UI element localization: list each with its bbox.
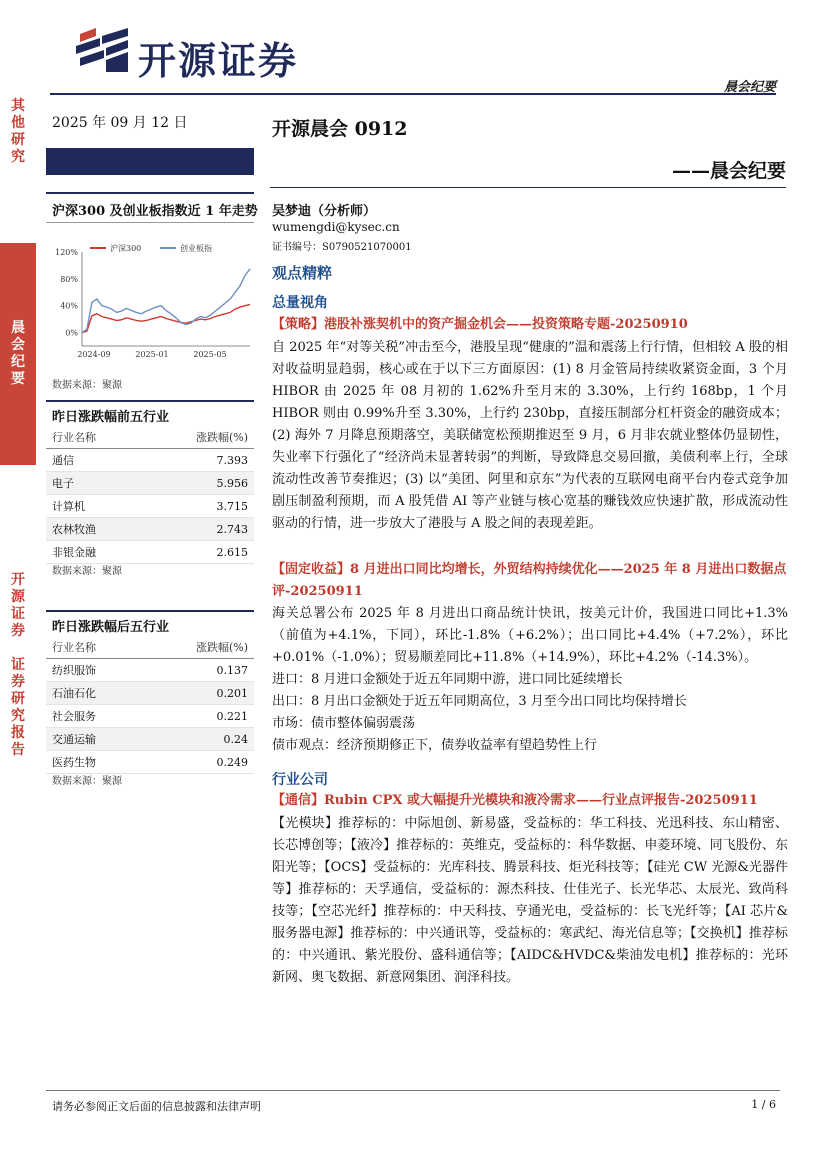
author-cert: 证书编号：S0790521070001	[272, 242, 412, 253]
side-tab-char: 晨	[11, 320, 25, 336]
footer-divider	[46, 1090, 780, 1091]
table-cell: 7.393	[143, 449, 254, 472]
table-cell: 交通运输	[46, 728, 143, 751]
fixed-income-line: 进口：8 月进口金额处于近五年同期中游，进口同比延续增长	[272, 672, 623, 687]
table-cell: 电子	[46, 472, 143, 495]
fixed-income-line: 市场：债市整体偏弱震荡	[272, 716, 416, 731]
top5-rule	[46, 400, 254, 402]
bottom5-table	[46, 636, 254, 774]
side-tab-char: 究	[11, 149, 25, 165]
table-cell: 农林牧渔	[46, 518, 143, 541]
brand-logo-text: 开源证券	[138, 39, 299, 83]
table-cell: 计算机	[46, 495, 143, 518]
legend-label: 沪深300	[110, 244, 142, 253]
fixed-income-line: 债市观点：经济预期修正下，债券收益率有望趋势性上行	[272, 738, 598, 753]
col-change: 涨跌幅(%)	[143, 636, 254, 659]
bottom5-rule	[46, 610, 254, 612]
table-cell: 0.137	[143, 659, 254, 682]
x-tick-label: 2025-01	[135, 350, 169, 359]
top5-table	[46, 426, 254, 564]
table-cell: 0.221	[143, 705, 254, 728]
table-cell: 0.249	[143, 751, 254, 774]
table-cell: 0.201	[143, 682, 254, 705]
author-name: 吴梦迪（分析师）	[272, 204, 377, 219]
x-tick-label: 2024-09	[77, 350, 111, 359]
logo-mark-icon	[76, 28, 130, 72]
y-tick-label: 80%	[60, 274, 78, 284]
side-tab-char: 他	[11, 115, 25, 131]
table-cell: 纺织服饰	[46, 659, 143, 682]
table-cell: 非银金融	[46, 541, 143, 564]
side-tab-char	[0, 640, 36, 657]
side-tab-char: 券	[11, 674, 25, 690]
side-tab-char: 纪	[11, 354, 25, 370]
fixed-income-line: 出口：8 月出口金额处于近五年同期高位，3 月至今出口同比均保持增长	[272, 694, 687, 709]
chart-title-underline	[46, 222, 254, 223]
side-tab-char: 要	[11, 371, 25, 387]
page-title: 开源晨会 0912	[272, 118, 408, 140]
bottom5-title: 昨日涨跌幅后五行业	[52, 620, 170, 635]
side-tab-char: 告	[11, 742, 25, 758]
table-cell: 社会服务	[46, 705, 143, 728]
macro-heading: 总量视角	[272, 295, 328, 311]
y-tick-label: 120%	[55, 248, 78, 257]
side-tab-research-report[interactable]	[0, 572, 36, 802]
side-tab-other-research[interactable]	[0, 98, 36, 218]
series-line	[82, 269, 250, 333]
side-tab-char: 证	[11, 606, 25, 622]
side-tab-char: 究	[11, 708, 25, 724]
table-cell: 5.956	[143, 472, 254, 495]
date-bar	[46, 148, 254, 175]
strategy-paragraph: 自 2025 年“对等关税”冲击至今，港股呈现“健康的”温和震荡上行行情，但相较 A 股的相对收益明显趋弱，核心或在于以下三方面原因：(1) 8 月金管局持续收紧资金面，3 个月 HIBOR 由 2025 年 08 月初的 1.62%升至月末的 3.30%，上行约 168bp，1 个月 HIBOR 则由 0.99%升至 3.30%，上行约 230bp，直接压制部分杠杆资金的融资成本；(2) 海外 7 月降息预期落空，美联储宽松预期推迟至 9 月，6 月非农就业整体仍显韧性，失业率下行强化了“经济尚未显著转弱”的判断，导致降息交易回撤，美债利率上行，全球流动性改善节奏推迟；(3) 以“美团、阿里和京东”为代表的互联网电商平台内卷式竞争加剧压制盈利预期，而 A 股凭借 AI 等产业链与核心宽基的赚钱效应快速扩散，形成流动性驱动的行情，进一步放大了港股与 A 股之间的表现差距。	[272, 340, 788, 531]
table-cell: 石油石化	[46, 682, 143, 705]
table-cell: 2.743	[143, 518, 254, 541]
side-tab-morning-notes[interactable]	[0, 243, 36, 465]
side-tab-char: 源	[11, 589, 25, 605]
page-number: 1 / 6	[751, 1098, 776, 1111]
telecom-title[interactable]: 【通信】Rubin CPX 或大幅提升光模块和液冷需求——行业点评报告-20250911	[272, 793, 758, 808]
title-divider	[270, 187, 786, 188]
author-email[interactable]: wumengdi@kysec.cn	[272, 220, 400, 234]
chart-source: 数据来源：聚源	[52, 380, 122, 391]
table-cell: 0.24	[143, 728, 254, 751]
side-tab-char: 研	[11, 691, 25, 707]
header-section-label: 晨会纪要	[723, 80, 776, 95]
table-cell: 通信	[46, 449, 143, 472]
y-tick-label: 40%	[60, 301, 78, 311]
table-cell: 医药生物	[46, 751, 143, 774]
col-industry: 行业名称	[46, 636, 143, 659]
top5-title: 昨日涨跌幅前五行业	[52, 410, 170, 425]
table-cell: 2.615	[143, 541, 254, 564]
fixed-income-title[interactable]: 【固定收益】8 月进出口同比均增长，外贸结构持续优化——2025 年 8 月进出口数据点评-20250911	[272, 562, 787, 599]
telecom-paragraph: 【光模块】推荐标的：中际旭创、新易盛，受益标的：华工科技、光迅科技、东山精密、长芯博创等；【液冷】推荐标的：英维克，受益标的：科华数据、申菱环境、同飞股份、东阳光等；【OCS】受益标的：光库科技、腾景科技、炬光科技等；【硅光 CW 光源&光器件等】推荐标的：天孚通信，受益标的：源杰科技、仕佳光子、长光华芯、太辰光、致尚科技等；【空芯光纤】推荐标的：中天科技、亨通光电，受益标的：长飞光纤等；【AI 芯片&服务器电源】推荐标的：中兴通讯等，受益标的：寒武纪、海光信息等；【交换机】推荐标的：中兴通讯、紫光股份、盛科通信等；【AIDC&HVDC&柴油发电机】推荐标的：光环新网、奥飞数据、新意网集团、润泽科技。	[272, 816, 788, 985]
chart-title-rule	[46, 192, 254, 194]
side-tab-char: 其	[11, 98, 25, 114]
side-tab-char: 会	[11, 337, 25, 353]
chart-title: 沪深300 及创业板指数近 1 年走势	[52, 204, 258, 219]
bottom5-source: 数据来源：聚源	[52, 776, 122, 787]
report-date: 2025 年 09 月 12 日	[52, 115, 188, 131]
industry-heading: 行业公司	[272, 772, 328, 788]
col-change: 涨跌幅(%)	[143, 426, 254, 449]
side-tab-char: 研	[11, 132, 25, 148]
table-cell: 3.715	[143, 495, 254, 518]
legend-label: 创业板指	[180, 244, 212, 253]
page-subtitle: ——晨会纪要	[671, 160, 786, 182]
footer-disclaimer[interactable]: 请务必参阅正文后面的信息披露和法律声明	[52, 1100, 261, 1113]
top5-source: 数据来源：聚源	[52, 566, 122, 577]
side-tab-char: 券	[11, 623, 25, 639]
series-line	[82, 304, 250, 332]
strategy-title[interactable]: 【策略】港股补涨契机中的资产掘金机会——投资策略专题-20250910	[272, 317, 688, 332]
side-tab-char: 开	[11, 572, 25, 588]
col-industry: 行业名称	[46, 426, 143, 449]
index-trend-chart	[46, 244, 254, 364]
side-tab-char: 证	[11, 657, 25, 673]
top5-table-wrap	[46, 426, 254, 564]
view-heading: 观点精粹	[272, 264, 333, 282]
side-tab-char: 报	[11, 725, 25, 741]
header-divider	[50, 93, 776, 95]
bottom5-table-wrap	[46, 636, 254, 774]
x-tick-label: 2025-05	[193, 350, 227, 359]
y-tick-label: 0%	[65, 328, 78, 338]
fixed-income-paragraph: 海关总署公布 2025 年 8 月进出口商品统计快讯，按美元计价，我国进口同比+1.3%（前值为+4.1%，下同），环比-1.8%（+6.2%）；出口同比+4.4%（+7.2%），环比+0.01%（-1.0%）；贸易顺差同比+11.8%（+14.9%），环比+4.2%（-14.3%）。	[272, 606, 788, 665]
